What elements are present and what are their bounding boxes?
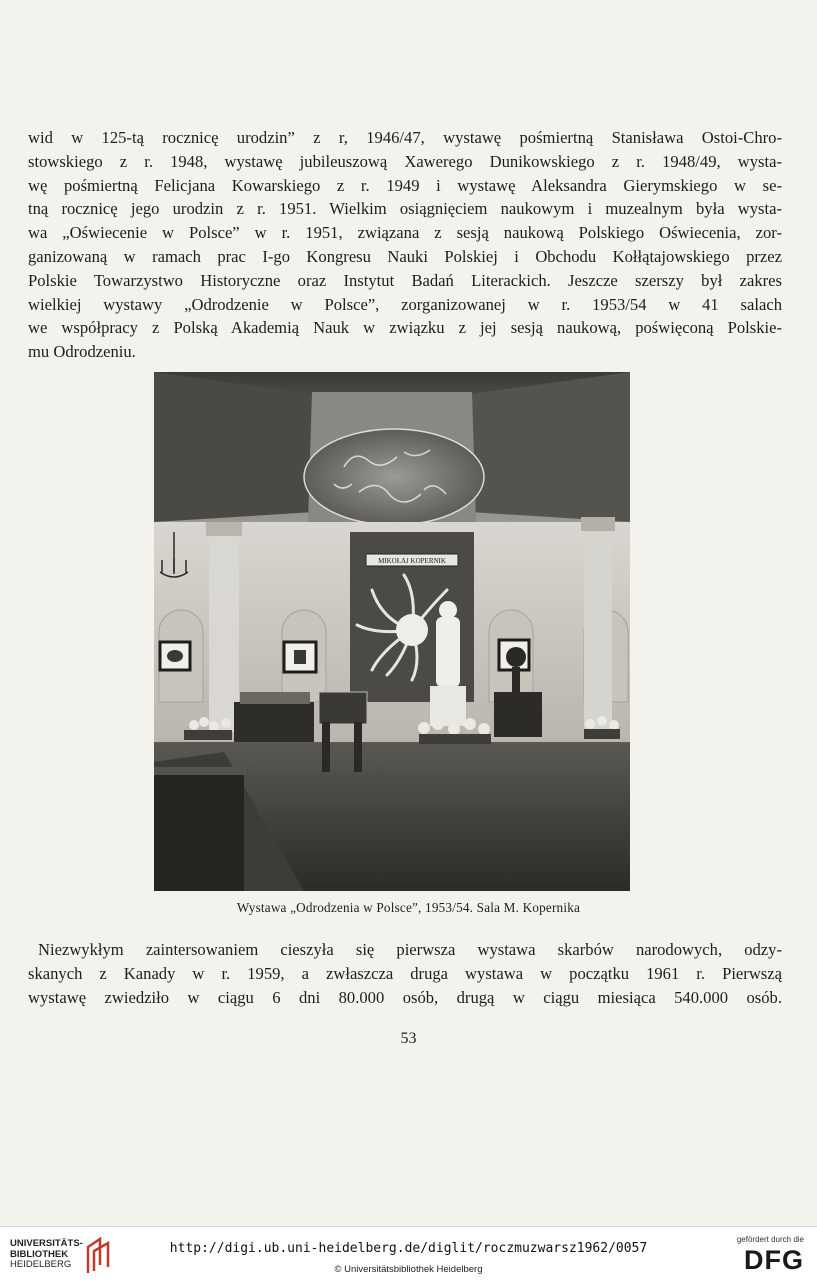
footer-bar <box>0 1226 817 1284</box>
text-line: wystawę zwiedziło w ciągu 6 dni 80.000 osób, drugą w ciągu miesiąca 540.000 osób. <box>28 987 782 1007</box>
library-line-1: UNIVERSITÄTS- <box>10 1238 83 1249</box>
funded-by-label: gefördert durch die <box>736 1235 804 1244</box>
text-line: Niezwykłym zaintersowaniem cieszyła się pierwsza wystawa skarbów narodowych, odzy- <box>38 940 782 959</box>
text-line: stowskiego z r. 1948, wystawę jubileuszową Xawerego Dunikowskiego z r. 1948/49, wysta- <box>28 151 782 171</box>
paragraph-2 <box>28 938 782 1009</box>
library-line-3: HEIDELBERG <box>10 1259 72 1270</box>
permalink-url[interactable]: http://digi.ub.uni-heidelberg.de/diglit/roczmuzwarsz1962/0057 <box>169 1241 648 1256</box>
photo-caption: Wystawa „Odrodzenia w Polsce”, 1953/54. Sala M. Kopernika <box>236 900 581 915</box>
text-line: mu Odrodzeniu. <box>28 342 136 362</box>
text-line: wę pośmiertną Felicjana Kowarskiego z r. 1949 i wystawę Aleksandra Gierymskiego w se- <box>28 175 782 195</box>
library-line-2: BIBLIOTHEK <box>10 1248 69 1260</box>
text-line: we współpracy z Polską Akademią Nauk w związku z jej sesją naukową, poświęconą Polskie- <box>28 318 782 338</box>
page-number: 53 <box>400 1030 417 1047</box>
text-line: wielkiej wystawy „Odrodzenie w Polsce”, zorganizowanej w r. 1953/54 w 41 salach <box>28 294 782 314</box>
exhibition-photo <box>154 372 630 891</box>
text-line: tną rocznicę jego urodzin z r. 1951. Wielkim osiągnięciem naukowym i muzealnym była wysta- <box>28 199 782 219</box>
text-line: wa „Oświecenie w Polsce” w r. 1951, związana z sesją naukową Polskiego Oświecenia, zor- <box>28 223 782 243</box>
dfg-logo: DFG <box>744 1245 804 1275</box>
banner-text: MIKOŁAJ KOPERNIK <box>378 557 446 565</box>
copyright-notice: © Universitätsbibliothek Heidelberg <box>334 1264 483 1275</box>
text-line: Polskie Towarzystwo Historyczne oraz Instytut Badań Literackich. Jeszcze szerszy był zakres <box>28 270 782 290</box>
text-line: ganizowaną w ramach prac I-go Kongresu Nauki Polskiej i Obchodu Kołłątajowskiego przez <box>28 246 782 266</box>
text-line: skanych z Kanady w r. 1959, a zwłaszcza druga wystawa w początku 1961 r. Pierwszą <box>28 963 782 983</box>
photo-illustration <box>154 372 630 891</box>
paragraph-1 <box>28 126 782 364</box>
text-line: wid w 125-tą rocznicę urodzin” z r, 1946/47, wystawę pośmiertną Stanisława Ostoi-Chro- <box>28 128 782 147</box>
